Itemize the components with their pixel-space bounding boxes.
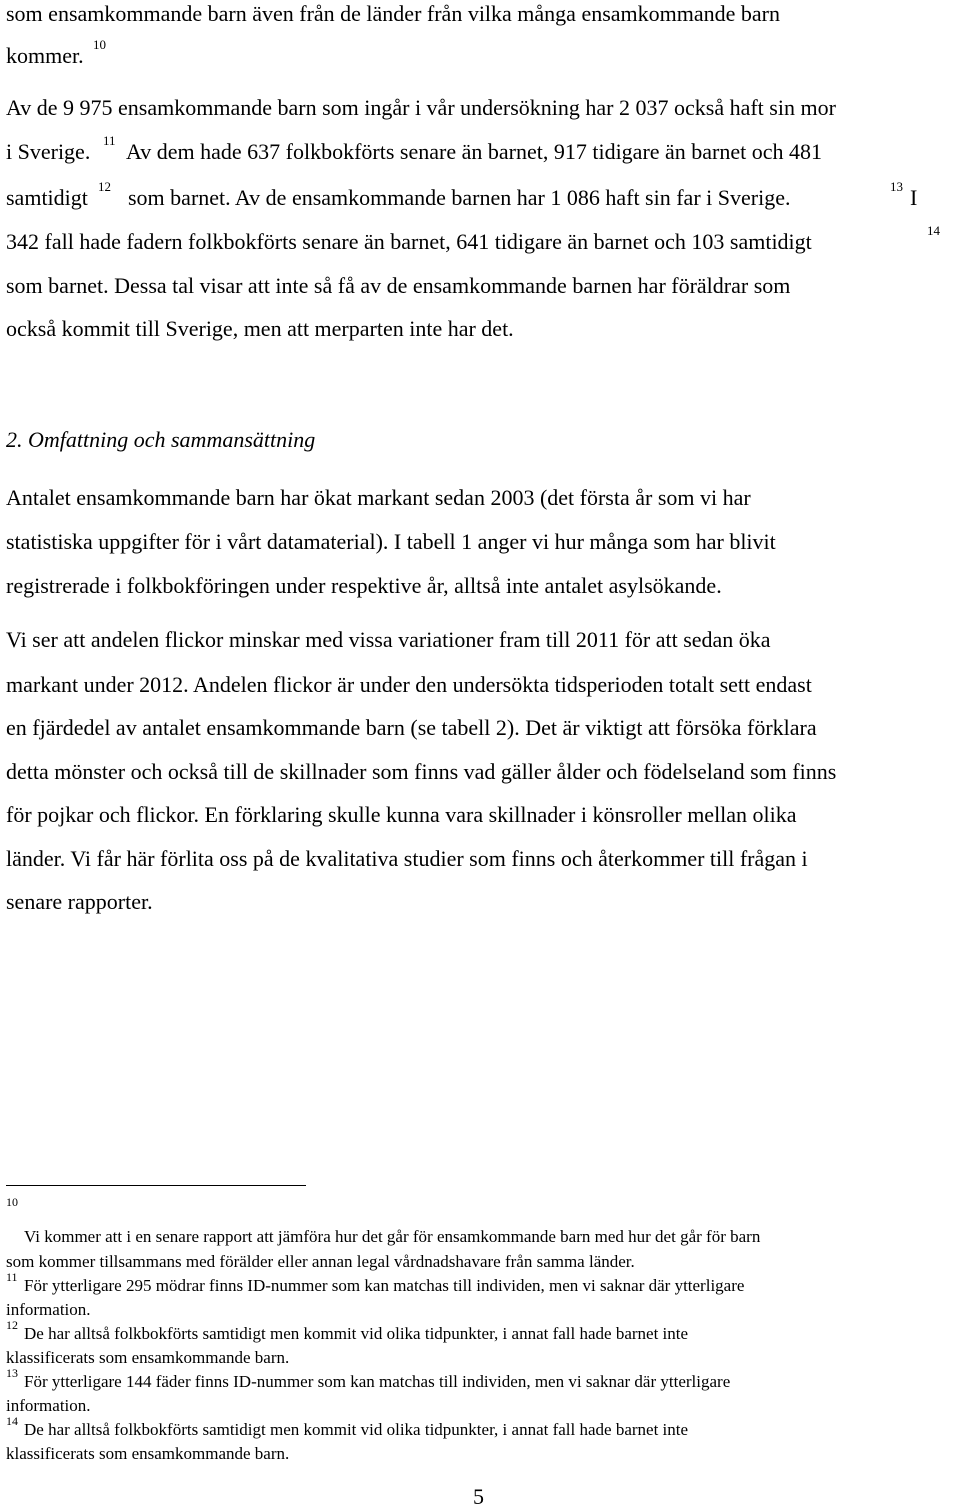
footnote-ref-14: 14 (927, 223, 940, 238)
body-line-3: Av de 9 975 ensamkommande barn som ingår i vår undersökning har 2 037 också haft sin mor (6, 95, 836, 120)
section-line-4: Vi ser att andelen flickor minskar med vissa variationer fram till 2011 för att sedan öka (6, 627, 771, 652)
body-line-2: kommer. (6, 43, 84, 68)
section-heading: 2. Omfattning och sammansättning (6, 427, 316, 452)
section-line-8: för pojkar och flickor. En förklaring skulle kunna vara skillnader i könsroller mellan olika (6, 802, 797, 827)
body-line-8: också kommit till Sverige, men att merparten inte har det. (6, 316, 514, 341)
body-line-5b: som barnet. Av de ensamkommande barnen har 1 086 haft sin far i Sverige. (128, 185, 791, 210)
footnote-12-line-1: De har alltså folkbokförts samtidigt men kommit vid olika tidpunkter, i annat fall hade barnet inte (24, 1324, 689, 1343)
footnote-11-line-1: För ytterligare 295 mödrar finns ID-nummer som kan matchas till individen, men vi saknar där ytterligare (24, 1276, 745, 1295)
footnote-separator (6, 1185, 306, 1186)
footnote-ref-13: 13 (890, 179, 903, 194)
footnote-number-10: 10 (6, 1195, 18, 1209)
footnote-ref-10: 10 (93, 37, 106, 52)
footnote-11-line-2: information. (6, 1300, 91, 1319)
section-line-5: markant under 2012. Andelen flickor är under den undersökta tidsperioden totalt sett endast (6, 672, 812, 697)
footnote-13-line-2: information. (6, 1396, 91, 1415)
section-line-6: en fjärdedel av antalet ensamkommande barn (se tabell 2). Det är viktigt att försöka förklara (6, 715, 817, 740)
body-line-7: som barnet. Dessa tal visar att inte så få av de ensamkommande barnen har föräldrar som (6, 273, 791, 298)
body-line-4b: Av dem hade 637 folkbokförts senare än barnet, 917 tidigare än barnet och 481 (126, 139, 823, 164)
body-line-1: som ensamkommande barn även från de länder från vilka många ensamkommande barn (6, 1, 780, 26)
section-line-9: länder. Vi får här förlita oss på de kvalitativa studier som finns och återkommer till frågan i (6, 846, 808, 871)
section-line-2: statistiska uppgifter för i vårt datamaterial). I tabell 1 anger vi hur många som har blivit (6, 529, 776, 554)
section-line-7: detta mönster och också till de skillnader som finns vad gäller ålder och födelseland som finns (6, 759, 837, 784)
footnote-12-line-2: klassificerats som ensamkommande barn. (6, 1348, 290, 1367)
footnote-13-line-1: För ytterligare 144 fäder finns ID-nummer som kan matchas till individen, men vi saknar där ytterligare (24, 1372, 731, 1391)
body-line-4: i Sverige. (6, 139, 91, 164)
footnote-14-line-1: De har alltså folkbokförts samtidigt men kommit vid olika tidpunkter, i annat fall hade barnet inte (24, 1420, 689, 1439)
body-line-6: 342 fall hade fadern folkbokförts senare än barnet, 641 tidigare än barnet och 103 samtidigt (6, 229, 812, 254)
body-line-5c: I (910, 185, 918, 210)
footnote-number-12: 12 (6, 1318, 18, 1332)
section-line-3: registrerade i folkbokföringen under respektive år, alltså inte antalet asylsökande. (6, 573, 722, 598)
footnote-number-14: 14 (6, 1414, 18, 1428)
footnote-14-line-2: klassificerats som ensamkommande barn. (6, 1444, 290, 1463)
footnote-10-line-2: som kommer tillsammans med förälder eller annan legal vårdnadshavare från samma länder. (6, 1252, 635, 1271)
section-line-10: senare rapporter. (6, 889, 153, 914)
footnote-10-line-1: Vi kommer att i en senare rapport att jämföra hur det går för ensamkommande barn med hur det går för barn (24, 1227, 761, 1246)
section-line-1: Antalet ensamkommande barn har ökat markant sedan 2003 (det första år som vi har (6, 485, 751, 510)
footnote-number-13: 13 (6, 1366, 18, 1380)
footnote-number-11: 11 (6, 1270, 18, 1284)
footnote-ref-12: 12 (98, 179, 111, 194)
body-line-5: samtidigt (6, 185, 88, 210)
footnote-ref-11: 11 (103, 133, 116, 148)
page-number: 5 (473, 1484, 484, 1509)
